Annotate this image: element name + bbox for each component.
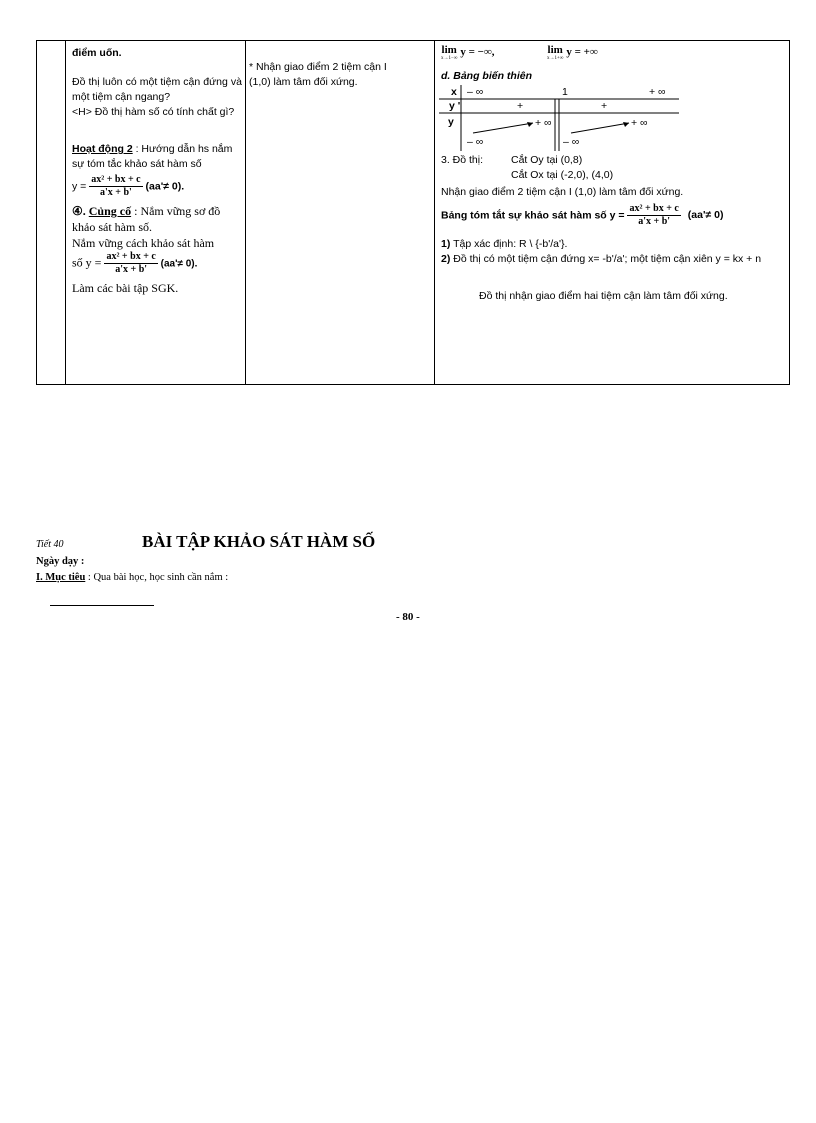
- numerator: ax² + bx + c: [629, 203, 679, 214]
- paragraph: Đồ thị luôn có một tiệm cận đứng và một tiệm cận ngang?: [72, 76, 242, 103]
- var-value: + ∞: [535, 117, 552, 129]
- paragraph: <H> Đồ thị hàm số có tính chất gì?: [72, 106, 235, 118]
- table-divider: [245, 41, 246, 384]
- fraction: [104, 251, 157, 276]
- limit: [547, 45, 563, 62]
- var-yprime-label: y ': [449, 100, 461, 112]
- activity-title: Hoạt động 2: [72, 143, 133, 155]
- item-text: Đồ thị có một tiệm cận đứng x= -b'/a'; một tiệm cận xiên y = kx + n: [450, 253, 762, 265]
- paragraph: * Nhận giao điểm 2 tiệm cận I (1,0) làm tâm đối xứng.: [249, 61, 387, 88]
- paragraph: Nắm vững cách khảo sát hàm: [72, 236, 215, 250]
- objectives: [36, 572, 228, 583]
- limits-line: [547, 45, 598, 62]
- fraction: [89, 174, 142, 199]
- var-x-label: x: [451, 86, 457, 98]
- paragraph: Làm các bài tập SGK.: [72, 281, 179, 295]
- limit: [441, 45, 457, 62]
- objectives-text: : Qua bài học, học sinh cần nắm :: [85, 572, 229, 583]
- summary-item: [441, 252, 789, 267]
- formula: [72, 251, 242, 276]
- var-one: 1: [562, 86, 568, 98]
- formula-lhs: số y =: [72, 255, 105, 270]
- text-line: điểm uốn.: [72, 47, 122, 59]
- student-activity-column: [249, 60, 389, 90]
- condition: (aa'≠ 0): [687, 209, 724, 222]
- lim-text: lim: [547, 44, 563, 56]
- summary-conclusion: Đồ thị nhận giao điểm hai tiệm cận làm tâm đối xứng.: [479, 290, 728, 302]
- denominator: a'x + b': [115, 264, 148, 275]
- limit-value: y = +∞: [566, 46, 598, 58]
- consolidation-text: : Nắm vững sơ đồ khảo sát hàm số.: [72, 204, 221, 234]
- numerator: ax² + bx + c: [91, 174, 141, 185]
- item-number: 1): [441, 238, 451, 250]
- var-value: + ∞: [631, 117, 648, 129]
- graph-label: 3. Đồ thị:: [441, 154, 484, 166]
- limits-line: [441, 45, 494, 62]
- var-value: – ∞: [563, 136, 580, 148]
- table-divider: [65, 41, 66, 384]
- circled-4-icon: ④.: [72, 204, 89, 218]
- summary-title: [441, 203, 723, 228]
- consolidation-title: Củng cố: [88, 204, 132, 218]
- var-minus-inf: – ∞: [467, 86, 484, 98]
- summary-title-text: Bảng tóm tắt sự khảo sát hàm số y =: [441, 209, 628, 222]
- page-heading: BÀI TẬP KHẢO SÁT HÀM SỐ: [142, 532, 376, 551]
- condition: (aa'≠ 0).: [142, 180, 185, 193]
- symmetry-note: Nhận giao điểm 2 tiệm cận I (1,0) làm tâm đối xứng.: [441, 186, 684, 198]
- var-value: – ∞: [467, 136, 484, 148]
- limit-value: y = −∞,: [460, 46, 495, 58]
- var-plus-inf: + ∞: [649, 86, 666, 98]
- lesson-table: [36, 40, 790, 385]
- footnote-rule: [50, 605, 154, 606]
- denominator: a'x + b': [638, 216, 671, 227]
- denominator: a'x + b': [100, 187, 132, 198]
- var-plus: +: [601, 100, 608, 112]
- formula: [72, 174, 242, 199]
- variation-table-title: d. Bảng biến thiên: [441, 70, 532, 82]
- graph-ox: Cắt Ox tại (-2,0), (4,0): [511, 169, 614, 181]
- var-y-label: y: [448, 116, 454, 128]
- objectives-label: I. Mục tiêu: [36, 572, 86, 583]
- teaching-date: Ngày dạy :: [36, 556, 85, 567]
- lesson-number: Tiết 40: [36, 539, 64, 550]
- page-number: - 80 -: [396, 611, 420, 623]
- item-text: Tập xác định: R \ {-b'/a'}.: [450, 238, 568, 250]
- consolidation: [72, 203, 242, 235]
- graph-oy: Cắt Oy tại (0,8): [511, 154, 583, 166]
- lim-sub: x→1−∞: [441, 56, 458, 61]
- item-number: 2): [441, 253, 451, 265]
- fraction: [627, 203, 680, 228]
- numerator: ax² + bx + c: [106, 251, 156, 262]
- activity-2: [72, 142, 242, 172]
- activity-text: : Hướng dẫn hs nắm sự tóm tắc khảo sát hàm số: [72, 143, 233, 170]
- formula-lhs: y =: [72, 180, 90, 193]
- condition: (aa'≠ 0).: [157, 258, 198, 270]
- var-plus: +: [517, 100, 524, 112]
- teacher-activity-column: [72, 41, 242, 296]
- summary-item: [441, 237, 567, 252]
- lim-sub: x→1+∞: [547, 56, 564, 61]
- lim-text: lim: [441, 44, 457, 56]
- variation-table: [439, 85, 679, 151]
- table-divider: [434, 41, 435, 384]
